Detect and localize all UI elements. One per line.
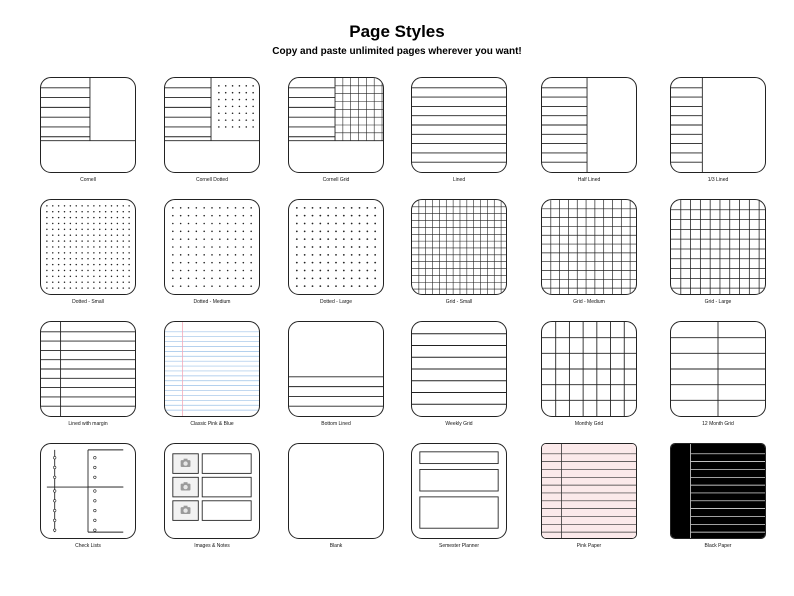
bottom-lined-preview-icon bbox=[289, 322, 383, 416]
page-style-label: Cornell Grid bbox=[322, 177, 350, 183]
lined-preview-icon bbox=[412, 78, 506, 172]
classic-pink-blue-preview-icon bbox=[165, 322, 259, 416]
page-style-label: Classic Pink & Blue bbox=[190, 421, 234, 427]
page-style-label: Half Lined bbox=[577, 177, 601, 183]
cornell-grid-preview-icon bbox=[289, 78, 383, 172]
lined-with-margin-preview-icon bbox=[41, 322, 135, 416]
page-style-monthly-grid[interactable] bbox=[541, 321, 637, 417]
page-style-label: Black Paper bbox=[704, 543, 732, 549]
weekly-grid-preview-icon bbox=[412, 322, 506, 416]
page-style-label: Lined with margin bbox=[68, 421, 108, 427]
page-style-label: Cornell Dotted bbox=[196, 177, 228, 183]
check-lists-preview-icon bbox=[41, 444, 135, 538]
page-style-twelve-month-grid[interactable] bbox=[670, 321, 766, 417]
page-style-semester-planner[interactable] bbox=[411, 443, 507, 539]
page-style-weekly-grid[interactable] bbox=[411, 321, 507, 417]
images-notes-preview-icon bbox=[165, 444, 259, 538]
page-title: Page Styles bbox=[349, 22, 445, 41]
half-lined-preview-icon bbox=[542, 78, 636, 172]
semester-planner-preview-icon bbox=[412, 444, 506, 538]
page-style-label: Grid - Small bbox=[445, 299, 473, 305]
page-style-check-lists[interactable] bbox=[40, 443, 136, 539]
cornell-dotted-preview-icon bbox=[165, 78, 259, 172]
page-style-third-lined[interactable] bbox=[670, 77, 766, 173]
page-subtitle: Copy and paste unlimited pages wherever you want! bbox=[272, 46, 522, 57]
page-style-label: Lined bbox=[452, 177, 466, 183]
page-style-dotted-large[interactable] bbox=[288, 199, 384, 295]
blank-preview-icon bbox=[289, 444, 383, 538]
page-style-dotted-small[interactable] bbox=[40, 199, 136, 295]
page-style-cornell-grid[interactable] bbox=[288, 77, 384, 173]
dotted-small-preview-icon bbox=[41, 200, 135, 294]
grid-medium-preview-icon bbox=[542, 200, 636, 294]
black-paper-preview-icon bbox=[671, 444, 765, 538]
page-style-label: Blank bbox=[329, 543, 343, 549]
third-lined-preview-icon bbox=[671, 78, 765, 172]
grid-small-preview-icon bbox=[412, 200, 506, 294]
page-style-label: Bottom Lined bbox=[321, 421, 351, 427]
page-style-pink-paper[interactable] bbox=[541, 443, 637, 539]
page-style-grid-small[interactable] bbox=[411, 199, 507, 295]
page-style-label: Dotted - Large bbox=[320, 299, 352, 305]
page-style-cornell-dotted[interactable] bbox=[164, 77, 260, 173]
page-style-label: Dotted - Medium bbox=[193, 299, 231, 305]
page-style-label: Dotted - Small bbox=[72, 299, 104, 305]
page-style-label: 1/3 Lined bbox=[707, 177, 729, 183]
page-style-grid-medium[interactable] bbox=[541, 199, 637, 295]
page-style-lined-with-margin[interactable] bbox=[40, 321, 136, 417]
grid-large-preview-icon bbox=[671, 200, 765, 294]
page-style-label: Semester Planner bbox=[438, 543, 480, 549]
twelve-month-grid-preview-icon bbox=[671, 322, 765, 416]
page-style-dotted-medium[interactable] bbox=[164, 199, 260, 295]
page-style-label: Pink Paper bbox=[576, 543, 602, 549]
dotted-medium-preview-icon bbox=[165, 200, 259, 294]
page-style-lined[interactable] bbox=[411, 77, 507, 173]
page-style-grid-large[interactable] bbox=[670, 199, 766, 295]
page-style-label: Grid - Medium bbox=[573, 299, 605, 305]
dotted-large-preview-icon bbox=[289, 200, 383, 294]
page-style-bottom-lined[interactable] bbox=[288, 321, 384, 417]
page-style-label: Check Lists bbox=[75, 543, 101, 549]
page-style-blank[interactable] bbox=[288, 443, 384, 539]
page-style-label: Grid - Large bbox=[704, 299, 732, 305]
pink-paper-preview-icon bbox=[542, 444, 636, 538]
page-style-label: 12 Month Grid bbox=[702, 421, 734, 427]
page-style-black-paper[interactable] bbox=[670, 443, 766, 539]
page-style-label: Monthly Grid bbox=[574, 421, 604, 427]
page-style-images-notes[interactable] bbox=[164, 443, 260, 539]
page-style-classic-pink-blue[interactable] bbox=[164, 321, 260, 417]
page-style-label: Weekly Grid bbox=[445, 421, 473, 427]
page-style-cornell[interactable] bbox=[40, 77, 136, 173]
page-style-half-lined[interactable] bbox=[541, 77, 637, 173]
page-style-label: Cornell bbox=[80, 177, 96, 183]
cornell-preview-icon bbox=[41, 78, 135, 172]
page-style-label: Images & Notes bbox=[194, 543, 230, 549]
monthly-grid-preview-icon bbox=[542, 322, 636, 416]
